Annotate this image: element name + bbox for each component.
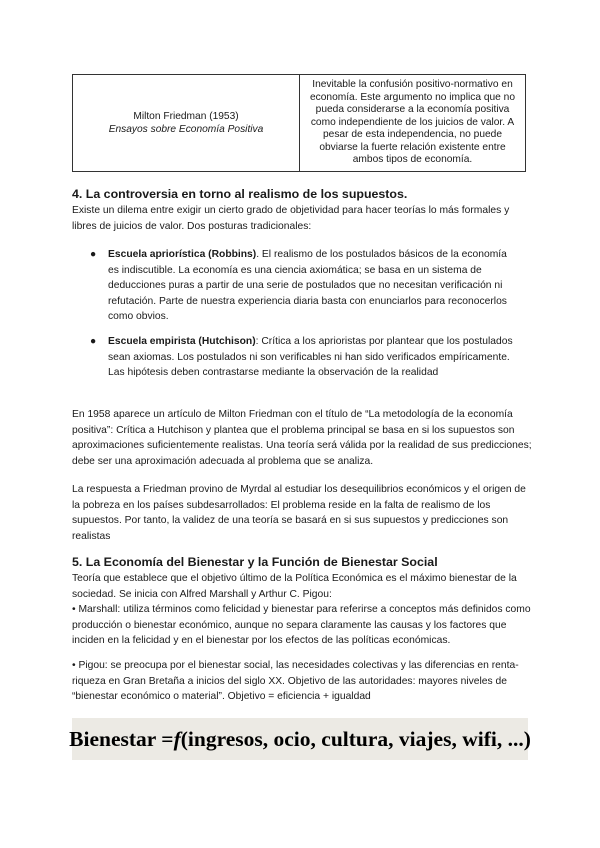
formula-args: (ingresos, ocio, cultura, viajes, wifi, ...)	[180, 726, 531, 751]
reference-author: Milton Friedman (1953)	[133, 111, 239, 122]
marshall-paragraph: • Marshall: utiliza términos como felicidad y bienestar para referirse a conceptos más definidos como producción o bienestar económico, aunque no separa claramente las causas y los factores que inciden en la felicidad y en el bienestar por los efectos de las políticas económicas.	[72, 604, 531, 646]
school-text: . El realismo de los postulados básicos de la economía es indiscutible. La economía es una ciencia axiomática; se basa en un sistema de deducciones puras a partir de una serie de postulados que no necesitan verificación ni refutación. Parte de nuestra experiencia diaria basta con enunciarlos para reconocerlos como obvios.	[108, 249, 507, 322]
welfare-formula	[69, 718, 531, 760]
section-4-intro: Existe un dilema entre exigir un cierto grado de objetividad para hacer teorías lo más formales y libres de juicios de valor. Dos posturas tradicionales:	[72, 205, 510, 232]
formula-function: f	[173, 726, 181, 751]
school-name: Escuela empirista (Hutchison)	[108, 336, 256, 347]
list-item-apriori-school	[90, 247, 520, 325]
school-text: : Crítica a los aprioristas por plantear que los postulados sean axiomas. Los postulados ni son verificables ni han sido verificados empíricamente. Las hipótesis deben contrastarse mediante la observación de la realidad	[108, 336, 513, 378]
myrdal-paragraph: La respuesta a Friedman provino de Myrdal al estudiar los desequilibrios económicos y el origen de la pobreza en los países subdesarrollados: El problema reside en la falta de realismo de los supuestos. Por tanto, la validez de una teoría se basará en si sus supuestos y predicciones son realistas	[72, 484, 526, 542]
section-5-intro: Teoría que establece que el objetivo último de la Política Económica es el máximo bienestar de la sociedad. Se inicia con Alfred Marshall y Arthur C. Pigou:	[72, 573, 517, 600]
section-4-title: 4. La controversia en torno al realismo de los supuestos.	[72, 187, 408, 201]
list-item-empirical-school	[90, 334, 520, 381]
bullet-icon: ●	[90, 249, 97, 260]
school-name: Escuela apriorística (Robbins)	[108, 249, 257, 260]
section-5-title: 5. La Economía del Bienestar y la Función de Bienestar Social	[72, 555, 438, 569]
reference-citation-cell	[73, 75, 300, 171]
reference-table	[72, 74, 526, 172]
reference-description: Inevitable la confusión positivo-normativo en economía. Este argumento no implica que no pueda considerarse a la economía positiva como independiente de los juicios de valor. A pesar de esta independencia, no puede obviarse la fuerte relación existente entre ambos tipos de economía.	[309, 79, 515, 166]
pigou-paragraph: • Pigou: se preocupa por el bienestar social, las necesidades colectivas y las diferencias en renta-riqueza en Gran Bretaña a inicios del siglo XX. Objetivo de las autoridades: mayores niveles de “bienestar económico o material”. Objetivo = eficiencia + igualdad	[72, 660, 519, 702]
friedman-paragraph: En 1958 aparece un artículo de Milton Friedman con el título de “La metodología de la economía positiva”: Crítica a Hutchison y plantea que el problema principal se basa en si los supuestos son aproximaciones suficientemente realistas. Una teoría será válida por la realidad de sus predicciones; debe ser una aproximación adecuada al problema que se analiza.	[72, 409, 532, 467]
reference-description-cell	[300, 75, 525, 171]
reference-work-title: Ensayos sobre Economía Positiva	[108, 124, 264, 135]
bullet-icon: ●	[90, 336, 97, 347]
formula-lhs: Bienestar =	[69, 726, 174, 751]
